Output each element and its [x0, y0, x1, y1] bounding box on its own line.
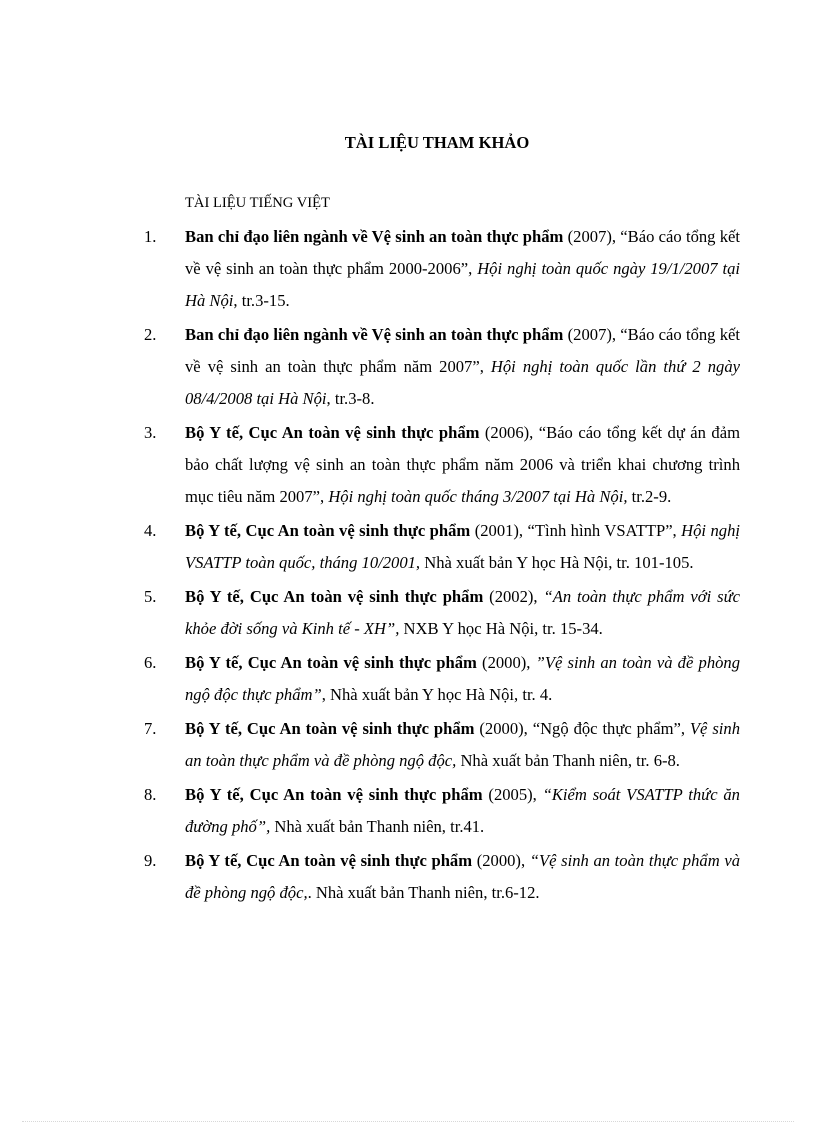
reference-pages: , Nhà xuất bản Y học Hà Nội, tr. 4. — [321, 685, 553, 704]
reference-number: 9. — [144, 851, 157, 870]
reference-pages: Nhà xuất bản Thanh niên, tr.41. — [270, 817, 485, 836]
reference-text — [185, 779, 740, 843]
reference-text — [185, 713, 740, 777]
reference-item — [144, 515, 740, 579]
reference-number: 3. — [144, 423, 157, 442]
reference-pages: , tr.3-15. — [233, 291, 290, 310]
reference-number: 6. — [144, 653, 157, 672]
page-bottom-divider — [22, 1121, 794, 1122]
reference-source: Vệ sinh an toàn thực phẩm và đề phòng ngộ độc, — [185, 719, 741, 770]
reference-pages: NXB Y học Hà Nội, tr. 15-34. — [399, 619, 603, 638]
reference-detail: (2005), — [482, 785, 543, 804]
reference-item — [144, 581, 740, 645]
reference-number: 2. — [144, 325, 157, 344]
reference-list — [144, 221, 740, 911]
reference-text — [185, 581, 740, 645]
reference-author: Ban chỉ đạo liên ngành về Vệ sinh an toàn thực phẩm — [185, 325, 564, 344]
page-title: TÀI LIỆU THAM KHẢO — [344, 133, 530, 152]
reference-number: 7. — [144, 719, 157, 738]
reference-author: Bộ Y tế, Cục An toàn vệ sinh thực phẩm — [185, 587, 484, 606]
reference-text — [185, 845, 740, 909]
reference-author: Bộ Y tế, Cục An toàn vệ sinh thực phẩm — [185, 785, 483, 804]
reference-text — [185, 417, 740, 513]
reference-detail: (2000), — [476, 653, 536, 672]
reference-item — [144, 647, 740, 711]
reference-pages: Nhà xuất bản Thanh niên, tr. 6-8. — [456, 751, 680, 770]
reference-detail: (2000), “Ngộ độc thực phẩm”, — [474, 719, 690, 738]
reference-item — [144, 713, 740, 777]
reference-text — [185, 515, 740, 579]
reference-source: ”Vệ sinh an toàn và đề phòng ngộ độc thực phẩm” — [185, 653, 741, 704]
reference-number: 4. — [144, 521, 157, 540]
reference-number: 5. — [144, 587, 157, 606]
reference-detail: (2002), — [483, 587, 544, 606]
reference-author: Bộ Y tế, Cục An toàn vệ sinh thực phẩm — [185, 521, 471, 540]
reference-source: Hội nghị toàn quốc tháng 3/2007 tại Hà Nội, — [328, 487, 628, 506]
reference-detail: (2000), — [472, 851, 530, 870]
reference-detail: (2007), “Báo cáo tổng kết về vệ sinh an toàn thực phẩm 2000-2006”, — [185, 227, 740, 278]
reference-pages: Nhà xuất bản Y học Hà Nội, tr. 101-105. — [420, 553, 694, 572]
reference-source: Hội nghị toàn quốc lần thứ 2 ngày 08/4/2008 tại Hà Nội — [185, 357, 740, 408]
reference-author: Ban chỉ đạo liên ngành về Vệ sinh an toàn thực phẩm — [185, 227, 564, 246]
reference-author: Bộ Y tế, Cục An toàn vệ sinh thực phẩm — [185, 719, 475, 738]
reference-author: Bộ Y tế, Cục An toàn vệ sinh thực phẩm — [185, 851, 473, 870]
reference-text — [185, 319, 740, 415]
reference-item — [144, 319, 740, 415]
reference-item — [144, 779, 740, 843]
reference-source: “Vệ sinh an toàn thực phẩm và đề phòng ngộ độc, — [185, 851, 740, 902]
reference-author: Bộ Y tế, Cục An toàn vệ sinh thực phẩm — [185, 653, 477, 672]
reference-source: Hội nghị VSATTP toàn quốc, tháng 10/2001, — [185, 521, 740, 572]
reference-detail: (2001), “Tình hình VSATTP”, — [470, 521, 682, 540]
reference-pages: . Nhà xuất bản Thanh niên, tr.6-12. — [307, 883, 540, 902]
reference-source: “Kiểm soát VSATTP thức ăn đường phố”, — [185, 785, 740, 836]
reference-pages: , tr.3-8. — [326, 389, 375, 408]
reference-detail: (2007), “Báo cáo tổng kết về vệ sinh an toàn thực phẩm năm 2007”, — [185, 325, 740, 376]
reference-item — [144, 417, 740, 513]
reference-number: 8. — [144, 785, 157, 804]
reference-text — [185, 221, 740, 317]
reference-source: “An toàn thực phẩm với sức khỏe đời sống và Kinh tế - XH”, — [185, 587, 741, 638]
reference-item — [144, 845, 740, 909]
reference-text — [185, 647, 740, 711]
reference-number: 1. — [144, 227, 157, 246]
reference-author: Bộ Y tế, Cục An toàn vệ sinh thực phẩm — [185, 423, 480, 442]
reference-detail: (2006), “Báo cáo tổng kết dự án đảm bảo chất lượng vệ sinh an toàn thực phẩm năm 2006 và triển khai chương trình mục tiêu năm 2007”, — [185, 423, 740, 506]
reference-source: Hội nghị toàn quốc ngày 19/1/2007 tại Hà Nội — [185, 259, 740, 310]
section-heading: TÀI LIỆU TIẾNG VIỆT — [185, 195, 330, 211]
reference-item — [144, 221, 740, 317]
reference-pages: tr.2-9. — [627, 487, 672, 506]
